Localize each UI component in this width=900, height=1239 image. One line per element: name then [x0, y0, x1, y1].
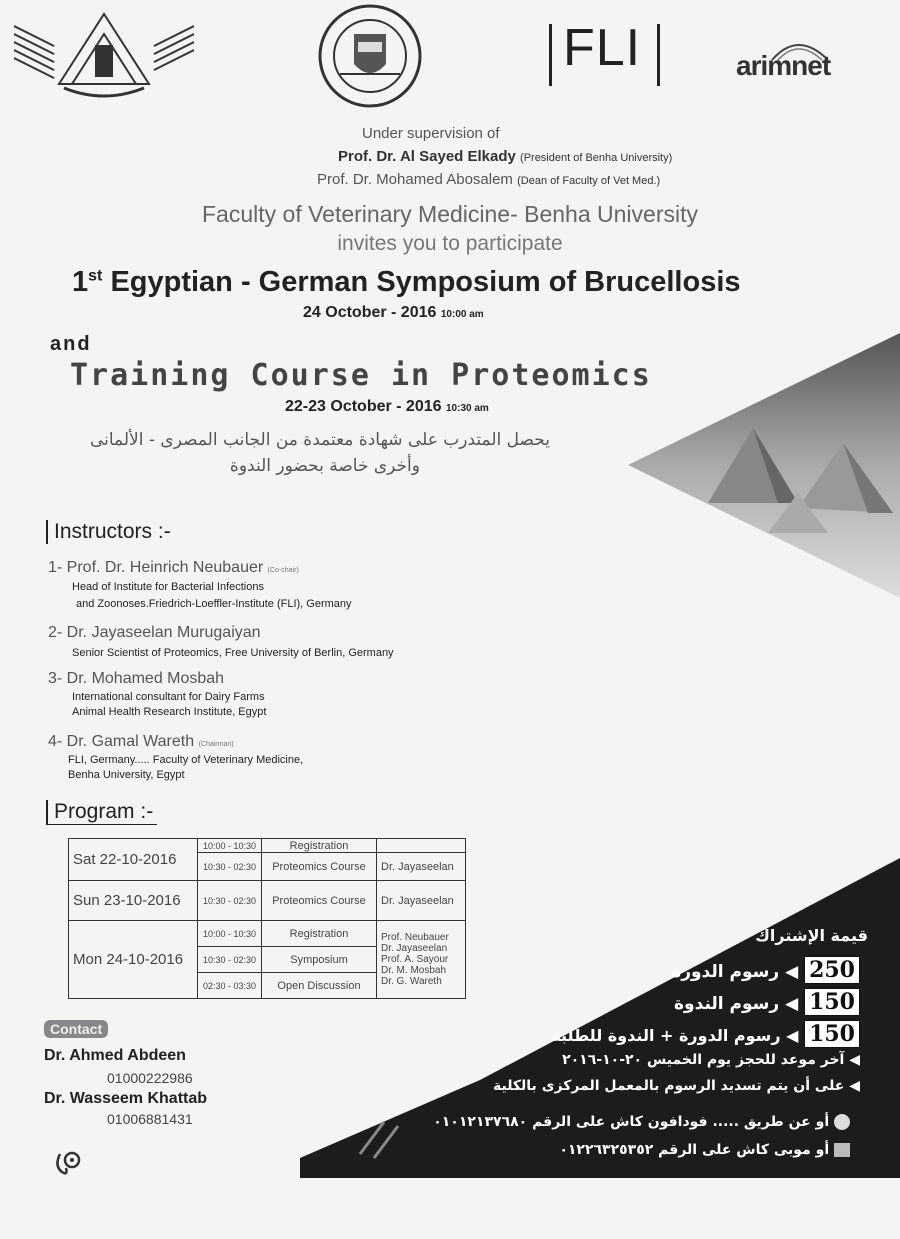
- program-day: Sun 23-10-2016: [69, 881, 198, 921]
- invite-text: invites you to participate: [337, 232, 563, 255]
- mobinil-cash-text: أو موبى كاش على الرقم ٠١٢٢٦٣٢٥٣٥٢: [559, 1142, 830, 1158]
- program-speaker: Dr. Jayaseelan: [377, 881, 466, 921]
- program-activity: Proteomics Course: [262, 881, 377, 921]
- payment-note-text: على أن يتم تسديد الرسوم بالمعمل المركزى بالكلية: [492, 1078, 845, 1094]
- instructor-role-tag: (Co-chair): [267, 567, 299, 574]
- instructor-detail: Head of Institute for Bacterial Infections: [72, 581, 264, 593]
- supervision-heading: Under supervision of: [362, 125, 500, 142]
- program-time: 10:00 - 10:30: [198, 839, 262, 853]
- supervision-line-2: [317, 171, 660, 188]
- and-text: and: [50, 333, 92, 355]
- mobinil-icon: [834, 1143, 850, 1157]
- program-title: Program :-: [46, 800, 157, 825]
- fee-row-symposium: [560, 988, 860, 1016]
- instructors-title: Instructors :-: [46, 520, 171, 544]
- dean-role: (Dean of Faculty of Vet Med.): [517, 175, 661, 187]
- booking-deadline: [400, 1052, 860, 1068]
- training-date-text: 22-23 October - 2016: [285, 398, 442, 415]
- instructor-2: [48, 624, 394, 659]
- instructor-role-tag: (Chairman): [198, 741, 234, 748]
- instructor-name-text: 4- Dr. Gamal Wareth: [48, 733, 195, 750]
- vodafone-icon: [834, 1114, 850, 1130]
- stethoscope-icon: [52, 1148, 84, 1178]
- program-time: 10:30 - 02:30: [198, 853, 262, 881]
- program-activity: Registration: [262, 921, 377, 947]
- program-speaker: Dr. Jayaseelan: [377, 853, 466, 881]
- fee-arrow-icon: ◀: [785, 994, 799, 1014]
- payment-note: [400, 1078, 860, 1094]
- fee-amount: 250: [804, 956, 860, 984]
- fee-label: رسوم الدورة: [671, 962, 780, 982]
- instructor-4: [48, 733, 303, 781]
- program-speaker: Dr. M. Mosbah: [381, 965, 447, 976]
- free-university-berlin-seal: [300, 4, 440, 108]
- contact-name: Dr. Ahmed Abdeen: [44, 1047, 186, 1064]
- instructor-name: [48, 733, 303, 751]
- fee-arrow-icon: ◀: [786, 1026, 799, 1045]
- president-name: Prof. Dr. Al Sayed Elkady: [338, 148, 516, 165]
- certificate-note-line-1: يحصل المتدرب على شهادة معتمدة من الجانب المصرى - الألمانى: [89, 430, 550, 450]
- arimnet-logo: [732, 34, 864, 90]
- instructor-3: [48, 670, 266, 718]
- instructor-name: [48, 670, 266, 688]
- fee-label: رسوم الدورة + الندوة للطلبة: [551, 1026, 781, 1045]
- program-day: Sat 22-10-2016: [69, 839, 198, 881]
- fee-row-course: [560, 956, 860, 984]
- fli-logo-text: FLI: [563, 19, 642, 77]
- pyramids-image: [628, 333, 900, 598]
- program-time: 10:00 - 10:30: [198, 921, 262, 947]
- instructor-name-text: 3- Dr. Mohamed Mosbah: [48, 670, 225, 687]
- president-role: (President of Benha University): [520, 152, 673, 164]
- program-activity: Proteomics Course: [262, 853, 377, 881]
- program-speaker: Prof. Neubauer: [381, 932, 449, 943]
- contact-badge: Contact: [44, 1020, 108, 1038]
- booking-deadline-text: آخر موعد للحجز يوم الخميس ٢٠-١٠-٢٠١٦: [562, 1052, 845, 1068]
- fee-label: رسوم الندوة: [674, 994, 780, 1014]
- fees-panel-background: [300, 858, 900, 1178]
- vodafone-cash-line: [400, 1114, 850, 1130]
- fee-amount: 150: [804, 1020, 860, 1048]
- faculty-heading: Faculty of Veterinary Medicine- Benha University: [202, 201, 698, 227]
- program-activity: Registration: [262, 839, 377, 853]
- fee-amount: 150: [804, 988, 860, 1016]
- training-date: [285, 398, 489, 416]
- instructor-name-text: 1- Prof. Dr. Heinrich Neubauer: [48, 559, 264, 576]
- instructor-detail: Animal Health Research Institute, Egypt: [72, 706, 267, 718]
- bullet-arrow-icon: ◀: [844, 1078, 860, 1094]
- bullet-arrow-icon: ◀: [844, 1052, 860, 1068]
- instructor-detail: International consultant for Dairy Farms: [72, 691, 265, 703]
- instructor-detail: Benha University, Egypt: [68, 769, 185, 781]
- instructor-detail: and Zoonoses.Friedrich-Loeffler-Institute (FLI), Germany: [76, 598, 352, 610]
- instructor-1: [48, 559, 352, 610]
- symposium-ordinal: 1: [72, 266, 89, 298]
- dean-name: Prof. Dr. Mohamed Abosalem: [317, 171, 513, 188]
- training-time: 10:30 am: [445, 403, 489, 414]
- symposium-title-text: Egyptian - German Symposium of Brucellosis: [110, 266, 741, 298]
- fli-logo: [545, 18, 665, 88]
- instructor-name-text: 2- Dr. Jayaseelan Murugaiyan: [48, 624, 261, 641]
- arimnet-logo-text: arimnet: [736, 50, 831, 81]
- training-title: Training Course in Proteomics: [70, 358, 652, 393]
- contact-phone: 01006881431: [107, 1111, 193, 1127]
- program-speaker: Dr. G. Wareth: [381, 976, 442, 987]
- fee-arrow-icon: ◀: [785, 962, 799, 982]
- program-day: Mon 24-10-2016: [69, 921, 198, 999]
- fees-title: قيمة الإشتراك: [755, 926, 868, 945]
- certificate-note-line-2: وأخرى خاصة بحضور الندوة: [229, 456, 420, 476]
- program-time: 02:30 - 03:30: [198, 973, 262, 999]
- table-row: [69, 839, 466, 853]
- program-speaker: Dr. Jayaseelan: [381, 943, 448, 954]
- program-speaker: Prof. A. Sayour: [381, 954, 449, 965]
- vodafone-cash-text: أو عن طريق ..... فودافون كاش على الرقم ٠١٠١٢١٣٧٦٨٠: [433, 1114, 830, 1130]
- instructor-detail: FLI, Germany..... Faculty of Veterinary Medicine,: [68, 754, 304, 766]
- instructor-name: [48, 624, 394, 642]
- symposium-time: 10:00 am: [440, 309, 484, 320]
- mobinil-cash-line: [400, 1142, 850, 1158]
- instructor-detail: Senior Scientist of Proteomics, Free University of Berlin, Germany: [72, 647, 394, 659]
- instructor-name: [48, 559, 352, 577]
- program-activity: Symposium: [262, 947, 377, 973]
- supervision-line-1: [338, 148, 672, 165]
- benha-university-logo: [14, 6, 194, 98]
- program-speaker-empty: [377, 839, 466, 853]
- program-time: 10:30 - 02:30: [198, 881, 262, 921]
- symposium-date: [303, 304, 484, 322]
- program-activity: Open Discussion: [262, 973, 377, 999]
- program-time: 10:30 - 02:30: [198, 947, 262, 973]
- symposium-title: [72, 266, 741, 299]
- symposium-ordinal-suffix: st: [88, 267, 103, 285]
- contact-name: Dr. Wasseem Khattab: [44, 1090, 208, 1107]
- fee-row-students: [440, 1020, 860, 1048]
- contact-phone: 01000222986: [107, 1070, 193, 1086]
- symposium-date-text: 24 October - 2016: [303, 304, 437, 321]
